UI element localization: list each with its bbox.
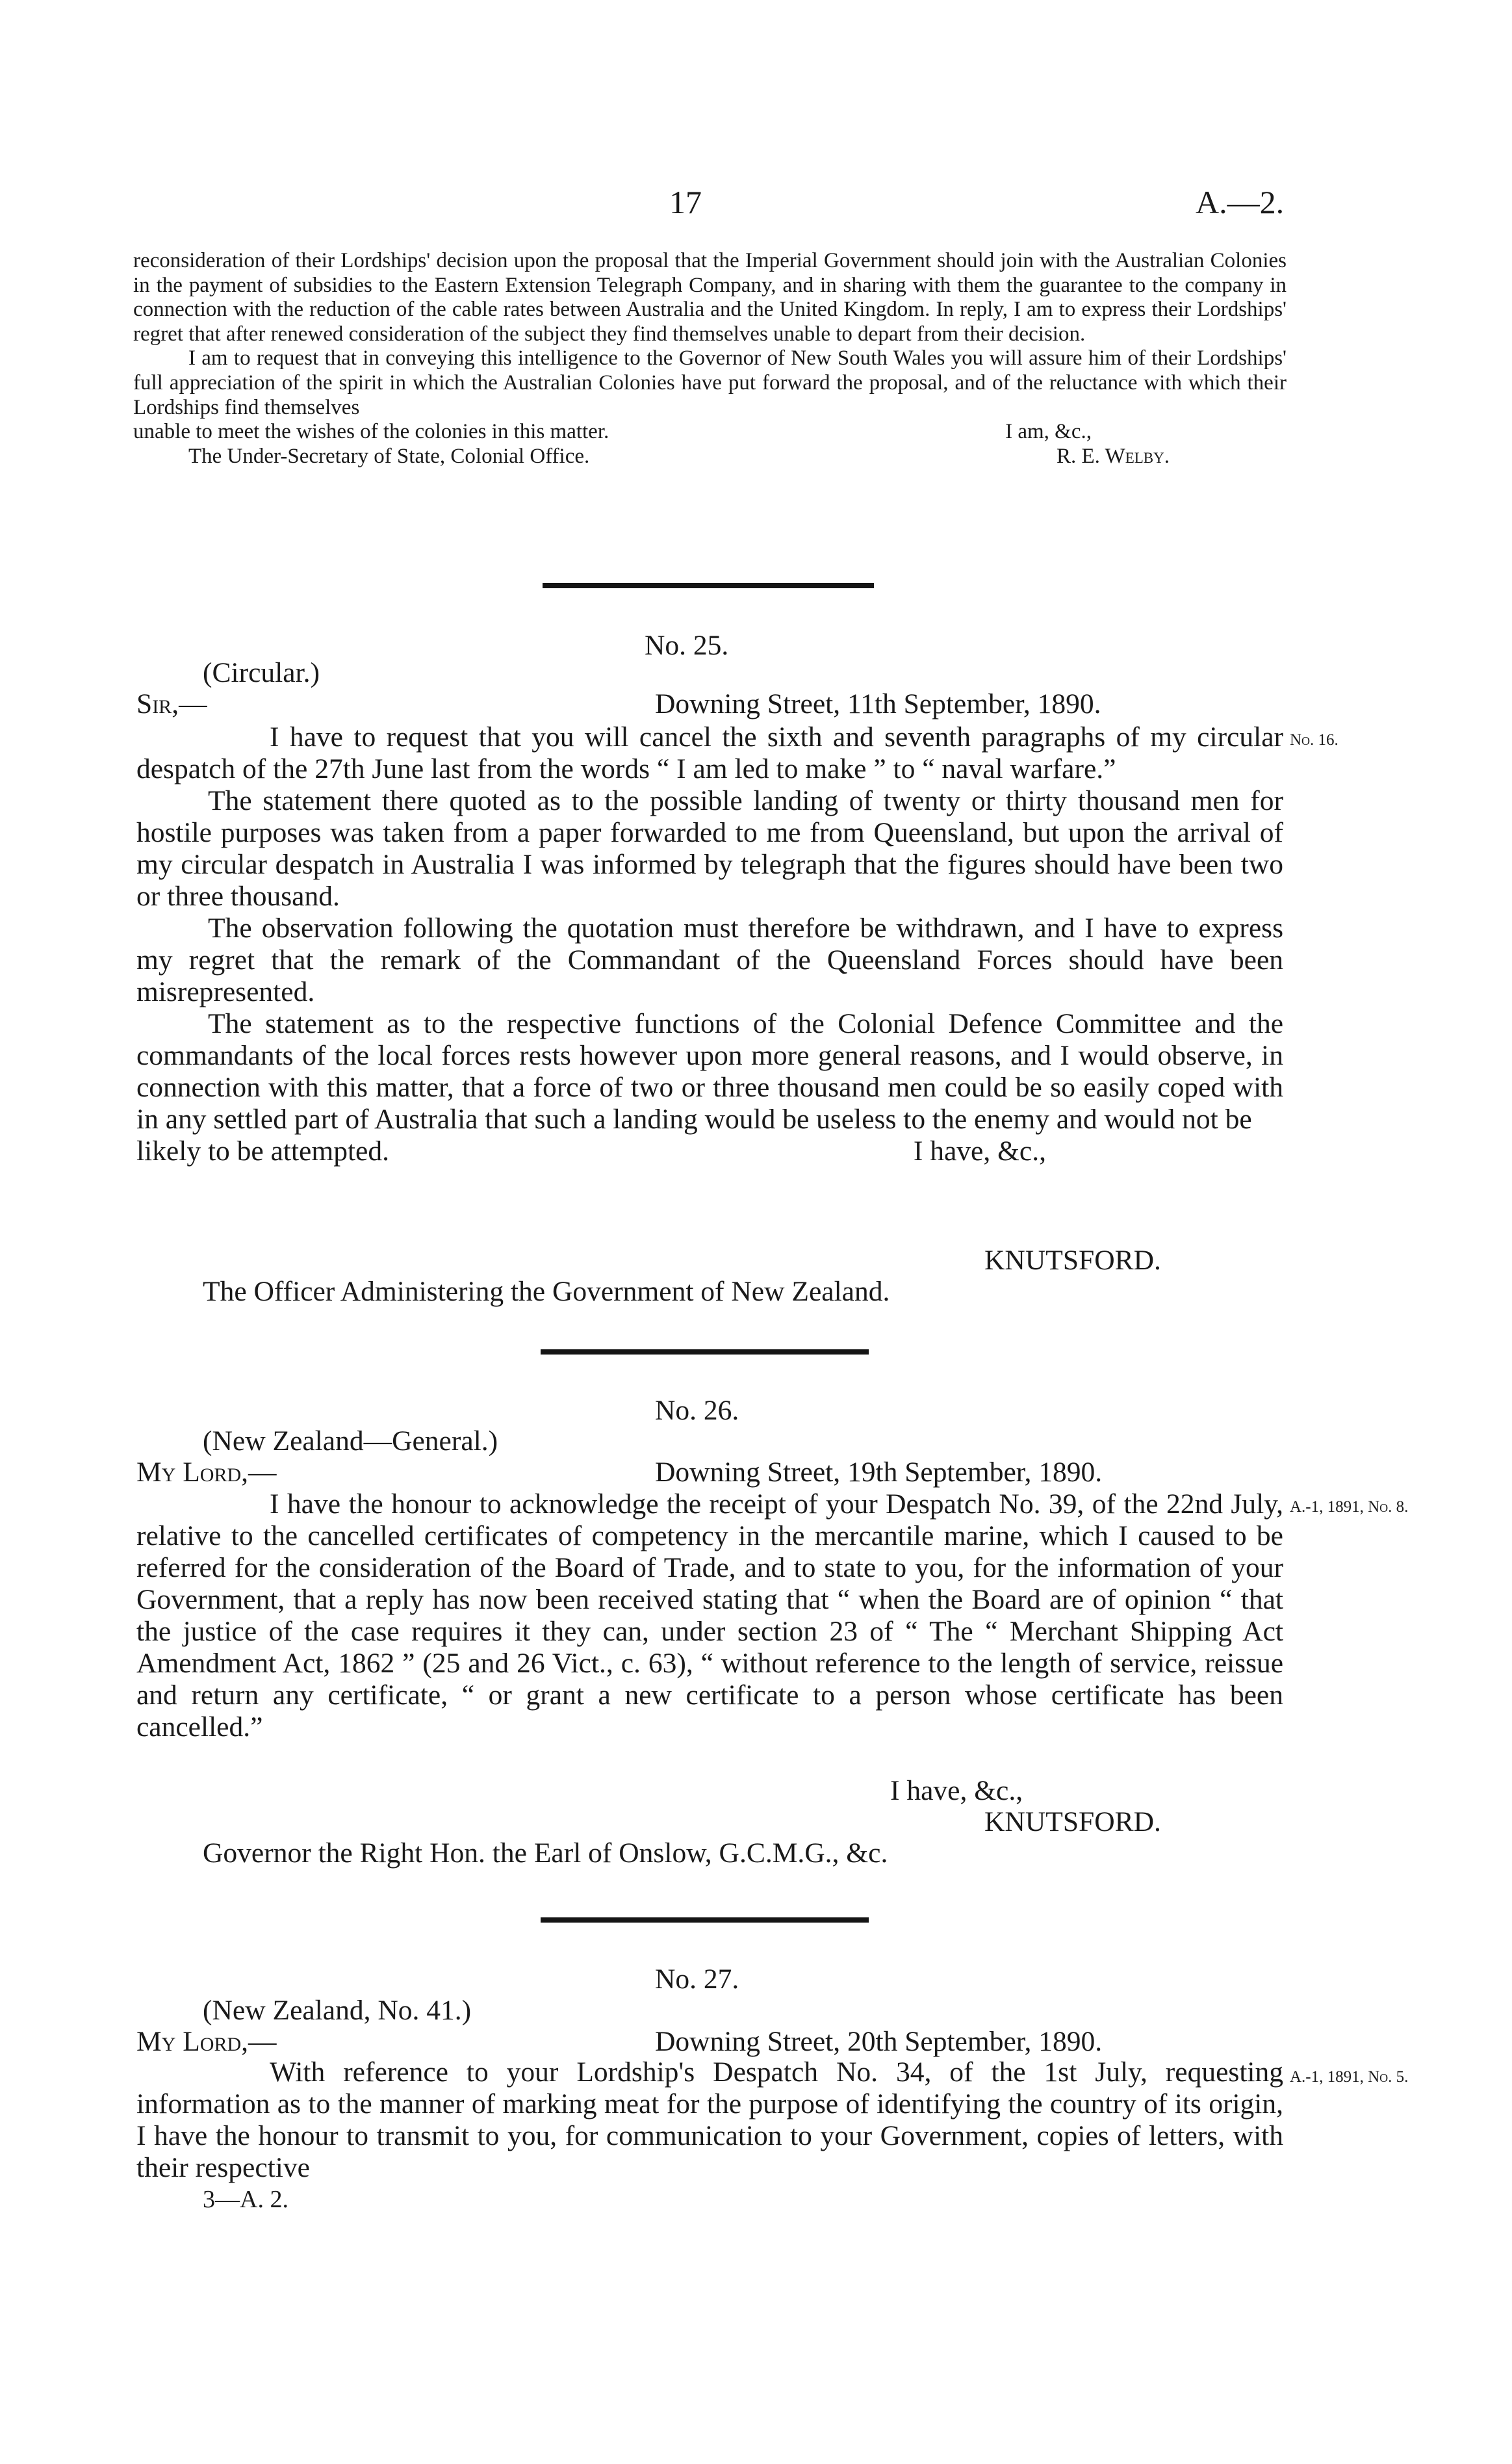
section-divider	[541, 1349, 869, 1355]
despatch-number: No. 25.	[645, 630, 729, 661]
closing: I have, &c.,	[913, 1135, 1046, 1167]
last-line: unable to meet the wishes of the colonies in this matter. I am, &c.,	[133, 420, 1092, 444]
paragraph: The statement there quoted as to the possible landing of twenty or thirty thousand men for hostile purposes was taken from a paper forwarded to me from Queensland, but upon the arrival of my circular despatch in Australia I was informed by telegraph that the figures should have been two or three thousand.	[136, 785, 1283, 912]
despatch-category: (New Zealand—General.)	[203, 1425, 498, 1457]
salutation: Sir,—	[136, 688, 207, 720]
dateline: Downing Street, 19th September, 1890.	[655, 1457, 1103, 1488]
paper-reference: A.—2.	[1196, 184, 1285, 220]
signature: KNUTSFORD.	[984, 1245, 1161, 1276]
dateline: Downing Street, 20th September, 1890.	[655, 2026, 1103, 2057]
despatch-number: No. 27.	[655, 1964, 739, 1995]
margin-reference: No. 16.	[1290, 731, 1339, 749]
addressee: The Under-Secretary of State, Colonial Office.	[188, 444, 590, 468]
despatch-category: (Circular.)	[203, 657, 320, 688]
margin-reference: A.-1, 1891, No. 8.	[1290, 1498, 1409, 1516]
last-line: likely to be attempted. I have, &c.,	[136, 1135, 1046, 1167]
dateline: Downing Street, 11th September, 1890.	[655, 688, 1101, 720]
closing: I am, &c.,	[1005, 420, 1092, 444]
paragraph: I have the honour to acknowledge the receipt of your Despatch No. 39, of the 22nd July, relative to the cancelled certificates of competency in the mercantile marine, which I caused to be referred for the consideration of the Board of Trade, and to state to you, for the information of your Government, that a reply has now been received stating that “ when the Board are of opinion “ that the justice of the case requires it they can, under section 23 of “ The “ Merchant Shipping Act Amendment Act, 1862 ” (25 and 26 Vict., c. 63), “ without reference to the length of service, reissue and return any certificate, “ or grant a new certificate to a person whose certificate has been cancelled.”	[136, 1488, 1283, 1743]
previous-letter	[133, 249, 1287, 469]
despatch-body	[136, 721, 1283, 1167]
despatch-category: (New Zealand, No. 41.)	[203, 1995, 472, 2026]
paragraph: I am to request that in conveying this intelligence to the Governor of New South Wales you will assure him of their Lordships' full appreciation of the spirit in which the Australian Colonies have put forward the proposal, and of the reluctance with which their Lordships find themselves	[133, 346, 1287, 419]
signature: KNUTSFORD.	[984, 1806, 1161, 1837]
section-divider	[543, 583, 874, 588]
page-number: 17	[669, 184, 702, 220]
paragraph: With reference to your Lordship's Despatch No. 34, of the 1st July, requesting information as to the manner of marking meat for the purpose of identifying the country of its origin, I have the honour to transmit to you, for communication to your Government, copies of letters, with their respective	[136, 2056, 1283, 2183]
signature-mark: 3—A. 2.	[203, 2186, 288, 2213]
paragraph: The observation following the quotation must therefore be withdrawn, and I have to express my regret that the remark of the Commandant of the Queensland Forces should have been misrepresented.	[136, 913, 1283, 1007]
paragraph: I have to request that you will cancel the sixth and seventh paragraphs of my circular despatch of the 27th June last from the words “ I am led to make ” to “ naval warfare.”	[136, 721, 1283, 785]
paragraph: reconsideration of their Lordships' decision upon the proposal that the Imperial Government should join with the Australian Colonies in the payment of subsidies to the Eastern Extension Telegraph Company, and in sharing with them the guarantee to the company in connection with the reduction of the cable rates between Australia and the United Kingdom. In reply, I am to express their Lordships' regret that after renewed consideration of the subject they find themselves unable to depart from their decision.	[133, 249, 1287, 346]
despatch-number: No. 26.	[655, 1395, 739, 1426]
section-divider	[541, 1917, 869, 1923]
closing: I have, &c.,	[890, 1775, 1023, 1806]
salutation: My Lord,—	[136, 2026, 277, 2057]
despatch-body	[136, 2056, 1283, 2184]
addressee: The Officer Administering the Government of New Zealand.	[203, 1276, 890, 1307]
addressee-line	[133, 445, 1287, 469]
despatch-body	[136, 1488, 1283, 1743]
salutation: My Lord,—	[136, 1457, 277, 1488]
margin-reference: A.-1, 1891, No. 5.	[1290, 2068, 1409, 2086]
addressee: Governor the Right Hon. the Earl of Onslow, G.C.M.G., &c.	[203, 1837, 888, 1869]
paragraph: The statement as to the respective functions of the Colonial Defence Committee and the commandants of the local forces rests however upon more general reasons, and I would observe, in connection with this matter, that a force of two or three thousand men could be so easily coped with in any settled part of Australia that such a landing would be useless to the enemy and would not be	[136, 1008, 1283, 1135]
signature: R. E. Welby.	[1056, 444, 1170, 468]
